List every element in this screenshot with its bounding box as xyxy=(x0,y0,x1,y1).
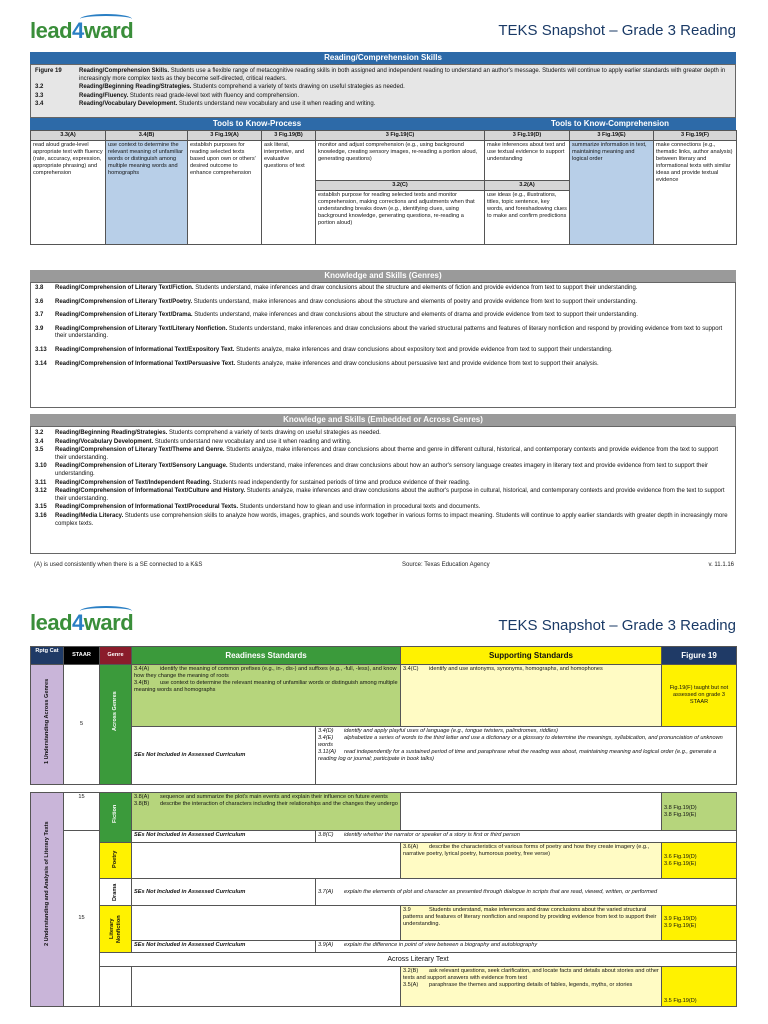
ses-label: SEs Not Included in Assessed Curriculum xyxy=(132,831,316,843)
standard-item xyxy=(35,347,731,355)
standard-heading: Reading/Comprehension of Literary Text/Theme and Genre. xyxy=(55,447,225,454)
litnon-ses: 3.9(A) explain the difference in point of view between a biography and autobiography xyxy=(316,940,737,952)
cat1-label-cell xyxy=(31,665,64,785)
tools-text-row xyxy=(31,141,737,181)
tools-header: 3 Fig.19(C) xyxy=(316,131,485,141)
standard-code: 3.10 xyxy=(35,463,47,470)
standard-item xyxy=(35,68,731,83)
standard-item: 3.4(B) use context to determine the relevant meaning of unfamiliar words or distinguish among multiple meaning words and homographs xyxy=(134,680,398,693)
tools-subheader: 3.2(A) xyxy=(485,181,570,191)
standard-item: 3.8(B) describe the interaction of characters including their relationships and the changes they undergo xyxy=(134,801,398,807)
spacer-row xyxy=(31,785,737,793)
across-lit-label: Across Literary Text xyxy=(100,953,737,967)
tools-cell: read aloud grade-level appropriate text with fluency (rate, accuracy, expression, appropriate phrasing) and comprehension xyxy=(31,141,106,245)
litnon-supporting: 3.9 Students understand, make inferences and draw conclusions about the varied structural patterns and features of literary nonfiction and respond by providing evidence from text to support their understanding. xyxy=(401,906,662,941)
standard-heading: Reading/Beginning Reading/Strategies. xyxy=(79,84,192,91)
standard-heading: Reading/Vocabulary Development. xyxy=(79,101,178,108)
standard-code: 3.7 xyxy=(35,312,44,319)
cat1-row xyxy=(31,665,737,727)
standard-text xyxy=(55,447,731,462)
footer-version: v. 11.1.16 xyxy=(708,562,734,568)
standard-description: Students use comprehension skills to analyze how words, images, graphics, and sounds work together in various forms to impact meaning. Students will continue to apply earlier standards with greater depth in increasingly more complex texts. xyxy=(55,512,728,527)
standard-item xyxy=(35,326,731,341)
tools-header-row xyxy=(31,131,737,141)
standard-heading: Reading/Comprehension of Literary Text/Drama. xyxy=(55,312,193,319)
ses-item: 3.11(A) read independently for a sustained period of time and paraphrase what the reading was about, maintaining meaning and logical order (e.g., generate a reading log or journal; participate in book talks) xyxy=(318,749,717,762)
standard-code: 3.4 xyxy=(35,101,44,108)
embedded-box xyxy=(30,426,736,554)
standard-description: Students understand, make inferences and draw conclusions about the structure and elements of fiction and provide evidence from text to support their understanding. xyxy=(193,285,638,291)
fiction-fig19: 3.8 Fig.19(D) 3.8 Fig.19(E) xyxy=(662,793,737,831)
fiction-ses: 3.8(C) identify whether the narrator or speaker of a story is first or third person xyxy=(316,831,737,843)
ses-item: 3.4(D) identify and apply playful uses of language (e.g., tongue twisters, palindromes, riddles) xyxy=(318,728,558,734)
standard-description: Students understand how to glean and use information in procedural texts and documents. xyxy=(238,504,481,511)
standard-code: 3.11 xyxy=(35,479,47,486)
standard-item xyxy=(35,285,731,293)
tools-cell: establish purpose for reading selected texts and monitor comprehension, making corrections and adjustments when that understanding breaks down (e.g., identifying clues, using background knowledge, generating questions, re-reading a portion aloud) xyxy=(316,191,485,245)
standard-item xyxy=(35,488,731,503)
cat1-ses xyxy=(316,727,737,785)
page-title: TEKS Snapshot – Grade 3 Reading xyxy=(498,22,736,39)
litnon-readiness xyxy=(132,906,401,941)
across-genre-cell xyxy=(100,967,132,1007)
cat1-staar: 5 xyxy=(64,665,100,785)
across-lit-row xyxy=(31,953,737,967)
tools-header: 3.4(B) xyxy=(106,131,188,141)
standard-code: 3.2 xyxy=(35,430,44,436)
cat1-supporting: 3.4(C) identify and use antonyms, synonyms, homographs, and homophones xyxy=(401,665,662,727)
poetry-fig19: 3.6 Fig.19(D) 3.6 Fig.19(E) xyxy=(662,843,737,879)
standard-item xyxy=(35,84,731,92)
standard-code: 3.9 xyxy=(35,325,44,332)
standard-text xyxy=(55,361,599,369)
poetry-row xyxy=(31,843,737,879)
poetry-genre-cell xyxy=(100,843,132,879)
fiction-ses-row xyxy=(31,831,737,843)
cat2-label: 2 Understanding and Analysis of Literary Texts xyxy=(43,821,50,947)
standard-description: Students understand, make inferences and draw conclusions about the structure and elements of poetry and provide evidence from text to support their understanding. xyxy=(192,298,638,305)
standard-description: Students understand new vocabulary and use it when reading and writing. xyxy=(177,101,376,108)
litnon-ses-row xyxy=(31,940,737,952)
standard-text xyxy=(55,312,638,320)
genres-bar: Knowledge and Skills (Genres) xyxy=(30,270,736,282)
drama-row xyxy=(31,879,737,906)
standard-item xyxy=(35,463,731,478)
standards-header-row xyxy=(31,647,737,665)
across-supporting xyxy=(401,967,662,1007)
litnon-genre: Literary Nonfiction xyxy=(108,915,122,943)
tools-header: 3 Fig.19(A) xyxy=(188,131,262,141)
standard-heading: Reading/Comprehension of Literary Text/Literary Nonfiction. xyxy=(55,325,228,332)
standard-item xyxy=(35,513,731,528)
skills-bar: Reading/Comprehension Skills xyxy=(30,52,736,64)
standard-code: 3.5 xyxy=(35,447,44,454)
across-readiness xyxy=(132,967,401,1007)
poetry-genre: Poetry xyxy=(112,850,118,868)
standard-text xyxy=(55,439,351,447)
ses-label: SEs Not Included in Assessed Curriculum xyxy=(132,727,316,785)
process-bar: Tools to Know-Process xyxy=(30,118,484,130)
standard-text xyxy=(55,488,731,503)
tools-subheader: 3.2(C) xyxy=(316,181,485,191)
standard-description: Students use a flexible range of metacognitive reading skills in both assigned and independent reading to understand an author's message. Students will continue to apply earlier standards with greater depth in increasingly more complex texts as they become self-directed, critical readers. xyxy=(79,68,726,82)
skills-box xyxy=(30,64,736,118)
standard-item: 3.4(A) identify the meaning of common prefixes (e.g., in-, dis-) and suffixes (e.g., -full, -less), and know how they change the meaning of roots xyxy=(134,666,397,679)
standard-description: Students analyze, make inferences and draw conclusions about the author's purpose in cultural, historical, and contemporary contexts and provide evidence from the text to support their understanding. xyxy=(55,488,725,502)
lead4ward-logo: lead4ward xyxy=(30,610,134,635)
litnon-fig19: 3.9 Fig.19(D) 3.9 Fig.19(E) xyxy=(662,906,737,941)
genres-box xyxy=(30,282,736,408)
standard-description: Students understand, make inferences and draw conclusions about how an author's sensory language creates imagery in literary text and provide evidence from text to support their understanding. xyxy=(55,463,709,477)
standard-item: 3.5(A) paraphrase the themes and supporting details of fables, legends, myths, or stories xyxy=(403,982,633,988)
lead4ward-logo: lead4ward xyxy=(30,18,134,43)
ses-item: 3.4(E) alphabetize a series of words to the third letter and use a dictionary or a glossary to determine the meanings, syllabication, and pronunciation of unknown words xyxy=(318,735,723,748)
standard-description: Students analyze, make inferences and draw conclusions about expository text and provide evidence from text to support their understanding. xyxy=(234,346,613,353)
standard-text xyxy=(55,480,470,488)
supporting-header: Supporting Standards xyxy=(401,647,662,665)
standard-heading: Reading/Comprehension of Informational Text/Persuasive Text. xyxy=(55,360,236,367)
standard-heading: Reading/Comprehension of Literary Text/Poetry. xyxy=(55,298,193,305)
page-title: TEKS Snapshot – Grade 3 Reading xyxy=(498,617,736,634)
standard-text xyxy=(55,326,731,341)
footer-source: Source: Texas Education Agency xyxy=(402,562,490,568)
rptg-cat-header: Rptg Cat xyxy=(31,647,64,665)
standard-code: 3.4 xyxy=(35,438,44,445)
cat1-genre: Across Genres xyxy=(112,691,118,731)
standard-item xyxy=(35,299,731,307)
tools-header: 3 Fig.19(B) xyxy=(262,131,316,141)
standard-item xyxy=(35,447,731,462)
staar-header: STAAR xyxy=(64,647,100,665)
standards-table xyxy=(30,646,737,1007)
embedded-bar: Knowledge and Skills (Embedded or Across Genres) xyxy=(30,414,736,426)
standard-text xyxy=(79,84,405,92)
standard-item xyxy=(35,312,731,320)
fiction-readiness xyxy=(132,793,401,831)
standard-code: 3.8 xyxy=(35,285,44,291)
standard-text xyxy=(55,430,381,438)
logo-arc-icon xyxy=(80,606,132,616)
logo-arc-icon xyxy=(80,14,132,24)
fiction-genre-cell xyxy=(100,793,132,843)
tools-cell: make connections (e.g., thematic links, author analysis) between literary and informational texts with similar ideas and provide textual evidence xyxy=(654,141,737,245)
tools-cell: ask literal, interpretive, and evaluative questions of text xyxy=(262,141,316,245)
standard-description: Students understand, make inferences and draw conclusions about the varied structural patterns and features of literary nonfiction and respond by providing evidence from text to support their understanding. xyxy=(55,325,723,340)
cat2-label-cell xyxy=(31,793,64,1007)
poetry-readiness xyxy=(132,843,401,879)
standard-text xyxy=(55,463,731,478)
tools-header: 3.3(A) xyxy=(31,131,106,141)
embedded-list xyxy=(35,430,731,528)
tools-cell: monitor and adjust comprehension (e.g., using background knowledge, creating sensory images, re-reading a portion aloud, generating questions) xyxy=(316,141,485,181)
tools-cell: establish purposes for reading selected texts based upon own or others' desired outcome to enhance comprehension xyxy=(188,141,262,245)
standard-heading: Reading/Vocabulary Development. xyxy=(55,438,154,445)
standard-heading: Reading/Comprehension of Informational Text/Procedural Texts. xyxy=(55,504,239,511)
standard-item xyxy=(35,93,731,101)
standard-code: 3.12 xyxy=(35,488,47,495)
standard-text xyxy=(79,101,375,109)
fiction-row xyxy=(31,793,737,831)
litnon-genre-cell xyxy=(100,906,132,953)
standard-heading: Reading/Comprehension Skills. xyxy=(79,68,170,74)
standard-description: Students understand, make inferences and draw conclusions about the structure and elements of drama and provide evidence from text to support their understanding. xyxy=(192,312,638,319)
litnon-row xyxy=(31,906,737,941)
cat1-fig19: Fig.19(F) taught but not assessed on grade 3 STAAR xyxy=(662,665,737,727)
standard-code: 3.14 xyxy=(35,360,47,367)
standard-item xyxy=(35,101,731,109)
skills-list xyxy=(35,68,731,109)
genres-list xyxy=(35,285,731,368)
standard-heading: Reading/Media Literacy. xyxy=(55,512,124,519)
fiction-supporting xyxy=(401,793,662,831)
drama-genre-cell xyxy=(100,879,132,906)
comprehension-bar: Tools to Know-Comprehension xyxy=(484,118,736,130)
standard-item: 3.8(A) sequence and summarize the plot's main events and explain their influence on future events xyxy=(134,794,388,800)
cat2-staar: 15 xyxy=(64,831,100,1007)
tools-cell: summarize information in text, maintaining meaning and logical order xyxy=(570,141,654,245)
readiness-header: Readiness Standards xyxy=(132,647,401,665)
tools-header: 3 Fig.19(E) xyxy=(570,131,654,141)
standard-code: 3.15 xyxy=(35,504,47,511)
standard-text xyxy=(79,68,731,83)
standard-heading: Reading/Comprehension of Literary Text/Fiction. xyxy=(55,285,194,291)
standard-heading: Reading/Comprehension of Literary Text/Sensory Language. xyxy=(55,463,228,470)
standard-item: 3.2(B) ask relevant questions, seek clarification, and locate facts and details about stories and other texts and support answers with evidence from text xyxy=(403,968,659,981)
drama-ses: 3.7(A) explain the elements of plot and character as presented through dialogue in scripts that are read, viewed, written, or performed xyxy=(316,879,737,906)
standard-heading: Reading/Comprehension of Informational Text/Expository Text. xyxy=(55,346,235,353)
standard-text xyxy=(55,285,638,293)
tools-header: 3 Fig.19(F) xyxy=(654,131,737,141)
ses-label: SEs Not Included in Assessed Curriculum xyxy=(132,879,316,906)
standard-description: Students comprehend a variety of texts drawing on useful strategies as needed. xyxy=(167,430,381,436)
standard-heading: Reading/Comprehension of Text/Independent Reading. xyxy=(55,479,212,486)
across-lit-content-row xyxy=(31,967,737,1007)
standard-description: Students comprehend a variety of texts drawing on useful strategies as needed. xyxy=(191,84,405,91)
figure19-header: Figure 19 xyxy=(662,647,737,665)
cat1-label: 1 Understanding Across Genres xyxy=(43,678,50,764)
tools-cell: use context to determine the relevant meaning of unfamiliar words or distinguish among multiple meaning words and homographs xyxy=(106,141,188,245)
footer-note: (A) is used consistently when there is a SE connected to a K&S xyxy=(34,562,203,568)
standard-description: Students analyze, make inferences and draw conclusions about persuasive text and provide evidence from text to support their analysis. xyxy=(235,360,599,367)
standard-heading: Reading/Comprehension of Informational Text/Culture and History. xyxy=(55,488,246,495)
cat2-staar-top: 15 xyxy=(64,793,100,831)
genre-header: Genre xyxy=(100,647,132,665)
standard-code: Figure 19 xyxy=(35,68,62,74)
standard-heading: Reading/Beginning Reading/Strategies. xyxy=(55,430,168,436)
tools-cell: make inferences about text and use textual evidence to support understanding xyxy=(485,141,570,181)
standard-item xyxy=(35,480,731,488)
tools-table xyxy=(30,130,737,245)
standard-code: 3.3 xyxy=(35,92,44,99)
standard-code: 3.13 xyxy=(35,346,47,353)
standard-description: Students read grade-level text with fluency and comprehension. xyxy=(128,92,299,99)
ses-label: SEs Not Included in Assessed Curriculum xyxy=(132,940,316,952)
standard-item xyxy=(35,430,731,438)
standard-description: Students analyze, make inferences and draw conclusions about theme and genre in different cultural, historical, and contemporary contexts and provide evidence from the text to support their understanding. xyxy=(55,447,719,461)
fiction-genre: Fiction xyxy=(112,804,118,824)
standard-text xyxy=(55,299,637,307)
cat1-genre-cell xyxy=(100,665,132,785)
standard-text xyxy=(55,513,731,528)
standard-code: 3.16 xyxy=(35,512,47,519)
tools-cell: use ideas (e.g., illustrations, titles, topic sentence, key words, and foreshadowing clues to make and confirm predictions xyxy=(485,191,570,245)
across-fig19: 3.5 Fig.19(D) xyxy=(662,967,737,1007)
standard-code: 3.2 xyxy=(35,84,44,91)
cat1-readiness xyxy=(132,665,401,727)
standard-item xyxy=(35,439,731,447)
poetry-supporting: 3.6(A) describe the characteristics of various forms of poetry and how they create imagery (e.g., narrative poetry, lyrical poetry, humorous poetry, free verse) xyxy=(401,843,662,879)
tools-header: 3 Fig.19(D) xyxy=(485,131,570,141)
standard-item xyxy=(35,504,731,512)
cat1-ses-row xyxy=(31,727,737,785)
standard-item xyxy=(35,361,731,369)
standard-text xyxy=(55,504,480,512)
standard-description: Students read independently for sustained periods of time and produce evidence of their reading. xyxy=(211,479,471,486)
standard-heading: Reading/Fluency. xyxy=(79,92,129,99)
standard-description: Students understand new vocabulary and use it when reading and writing. xyxy=(153,438,352,445)
standard-code: 3.6 xyxy=(35,298,44,305)
drama-genre: Drama xyxy=(112,883,118,901)
standard-text xyxy=(55,347,613,355)
standard-text xyxy=(79,93,299,101)
